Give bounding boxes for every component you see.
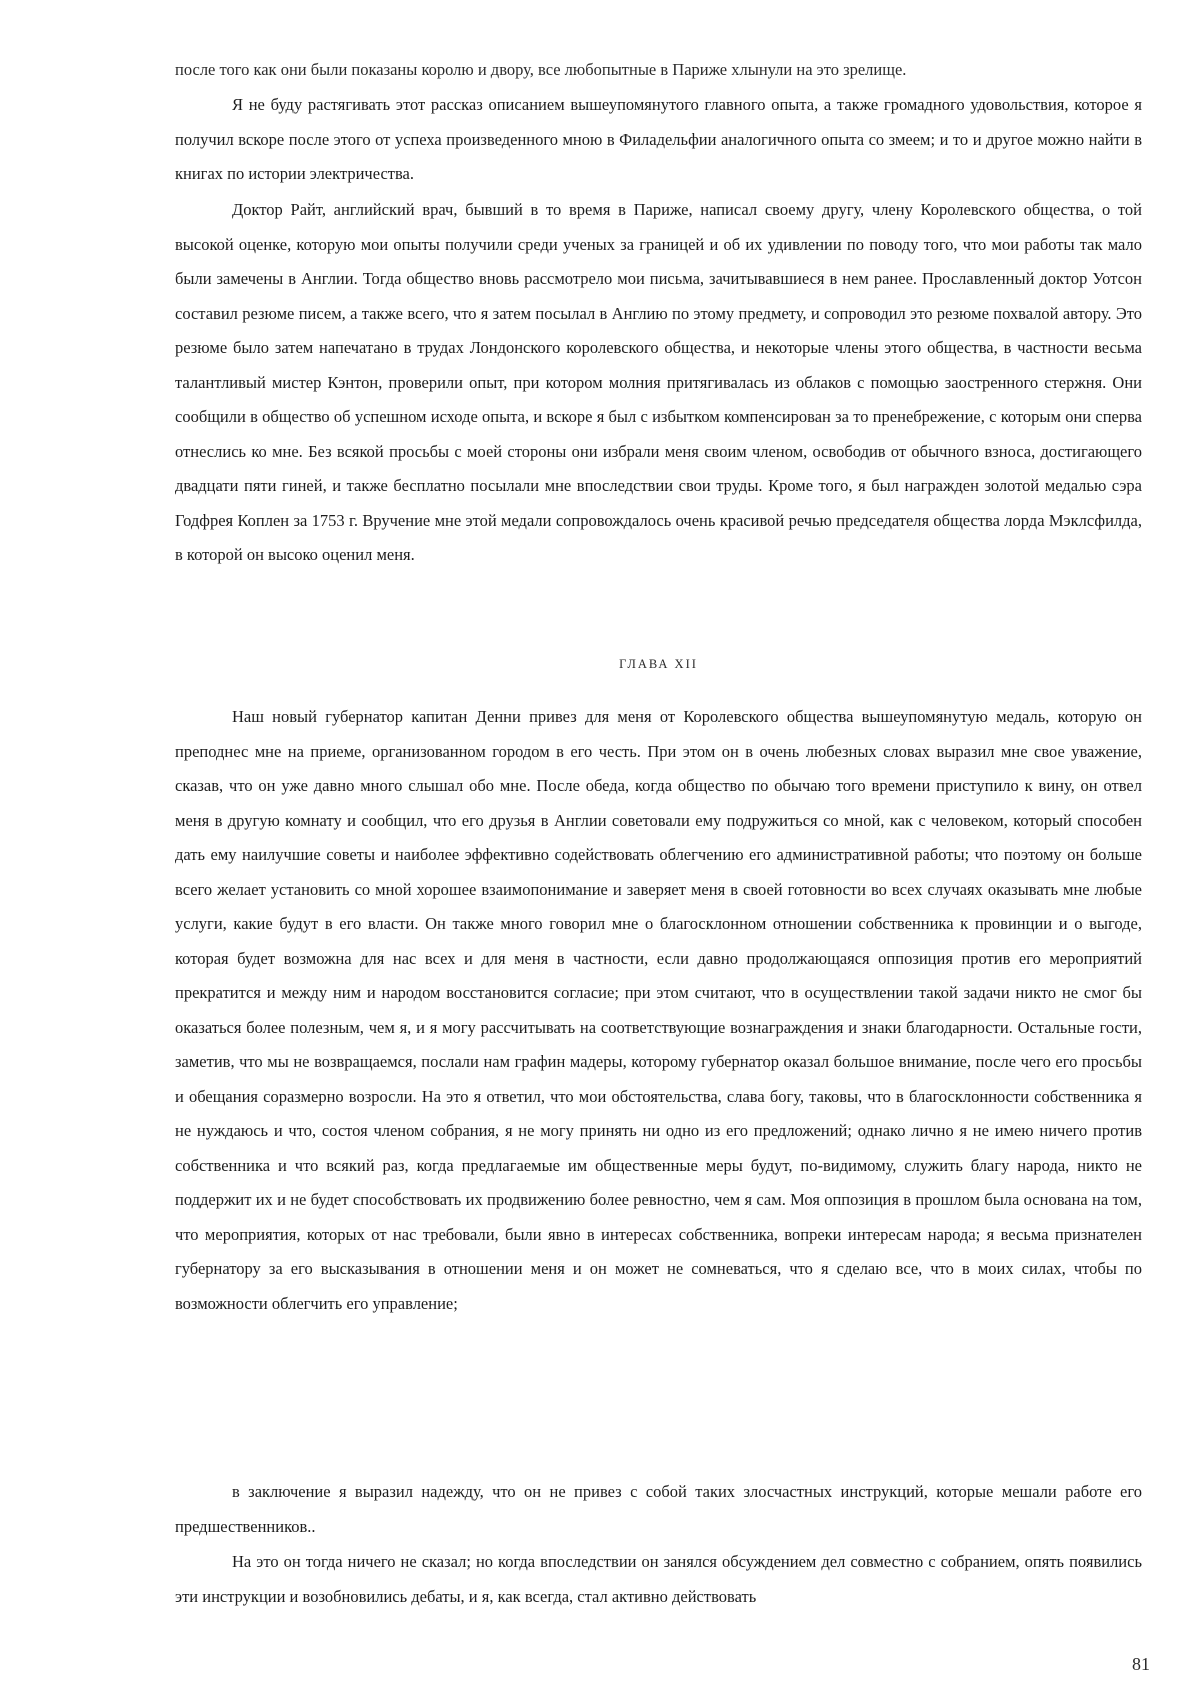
paragraph-debates-resumed: На это он тогда ничего не сказал; но когда впоследствии он занялся обсуждением дел совместно с собранием, опять появились эти инструкции и возобновились дебаты, и я, как всегда, стал активно действовать [175,1552,1142,1606]
paragraph-instructions-hope: в заключение я выразил надежду, что он не привез с собой таких злосчастных инструкций, которые мешали работе его предшественников.. [175,1482,1142,1536]
chapter-heading: ГЛАВА XII [619,657,698,671]
paragraph-governor-denny: Наш новый губернатор капитан Денни привез для меня от Королевского общества вышеупомянутую медаль, которую он преподнес мне на приеме, организованном городом в его честь. При этом он в очень любезных словах выразил мне свое уважение, сказав, что он уже давно много слышал обо мне. После обеда, когда общество по обычаю того времени приступило к вину, он отвел меня в другую комнату и сообщил, что его друзья в Англии советовали ему подружиться со мной, как с человеком, который способен дать ему наилучшие советы и наиболее эффективно содействовать облегчению его административной работы; что поэтому он больше всего желает установить со мной хорошее взаимопонимание и заверяет меня в своей готовности во всех случаях оказывать мне любые услуги, какие будут в его власти. Он также много говорил мне о благосклонном отношении собственника к провинции и о выгоде, которая будет возможна для нас всех и для меня в частности, если давно продолжающаяся оппозиция против его мероприятий прекратится и между ним и народом восстановится согласие; при этом считают, что в осуществлении такой задачи никто не смог бы оказаться более полезным, чем я, и я могу рассчитывать на соответствующие вознаграждения и знаки благодарности. Остальные гости, заметив, что мы не возвращаемся, послали нам графин мадеры, которому губернатор оказал большое внимание, после чего его просьбы и обещания соразмерно возросли. На это я ответил, что мои обстоятельства, слава богу, таковы, что в благосклонности собственника я не нуждаюсь и что, состоя членом собрания, я не могу принять ни одно из его предложений; однако лично я не имею ничего против собственника и что всякий раз, когда предлагаемые им общественные меры будут, по-видимому, служить благу народа, никто не поддержит их и не будет способствовать их продвижению более ревностно, чем я сам. Моя оппозиция в прошлом была основана на том, что мероприятия, которых от нас требовали, были явно в интересах собственника, вопреки интересам народа; я весьма признателен губернатору за его высказывания в отношении меня и он может не сомневаться, что я сделаю все, что в моих силах, чтобы по возможности облегчить его управление; [175,707,1142,1313]
page-number: 81 [1132,1654,1150,1674]
paragraph-royal-society: Доктор Райт, английский врач, бывший в то время в Париже, написал своему другу, члену Королевского общества, о той высокой оценке, которую мои опыты получили среди ученых за границей и об их удивлении по поводу того, что мои работы так мало были замечены в Англии. Тогда общество вновь рассмотрело мои письма, зачитывавшиеся в нем ранее. Прославленный доктор Уотсон составил резюме писем, а также всего, что я затем посылал в Англию по этому предмету, и сопроводил это резюме похвалой автору. Это резюме было затем напечатано в трудах Лондонского королевского общества, и некоторые члены этого общества, в частности весьма талантливый мистер Кэнтон, проверили опыт, при котором молния притягивалась из облаков с помощью заостренного стержня. Они сообщили в общество об успешном исходе опыта, и вскоре я был с избытком компенсирован за то пренебрежение, с которым они сперва отнеслись ко мне. Без всякой просьбы с моей стороны они избрали меня своим членом, освободив от обычного взноса, достигающего двадцати пяти гиней, и также бесплатно посылали мне впоследствии свои труды. Кроме того, я был награжден золотой медалью сэра Годфрея Коплен за 1753 г. Вручение мне этой медали сопровождалось очень красивой речью председателя общества лорда Мэклсфилда, в которой он высоко оценил меня. [175,200,1142,564]
paragraph-kite-experiment: Я не буду растягивать этот рассказ описанием вышеупомянутого главного опыта, а также громадного удовольствия, которое я получил вскоре после этого от успеха произведенного мною в Филадельфии аналогичного опыта со змеем; и то и другое можно найти в книгах по истории электричества. [175,95,1142,183]
paragraph-continuation: после того как они были показаны королю и двору, все любопытные в Париже хлынули на это зрелище. [175,60,907,79]
